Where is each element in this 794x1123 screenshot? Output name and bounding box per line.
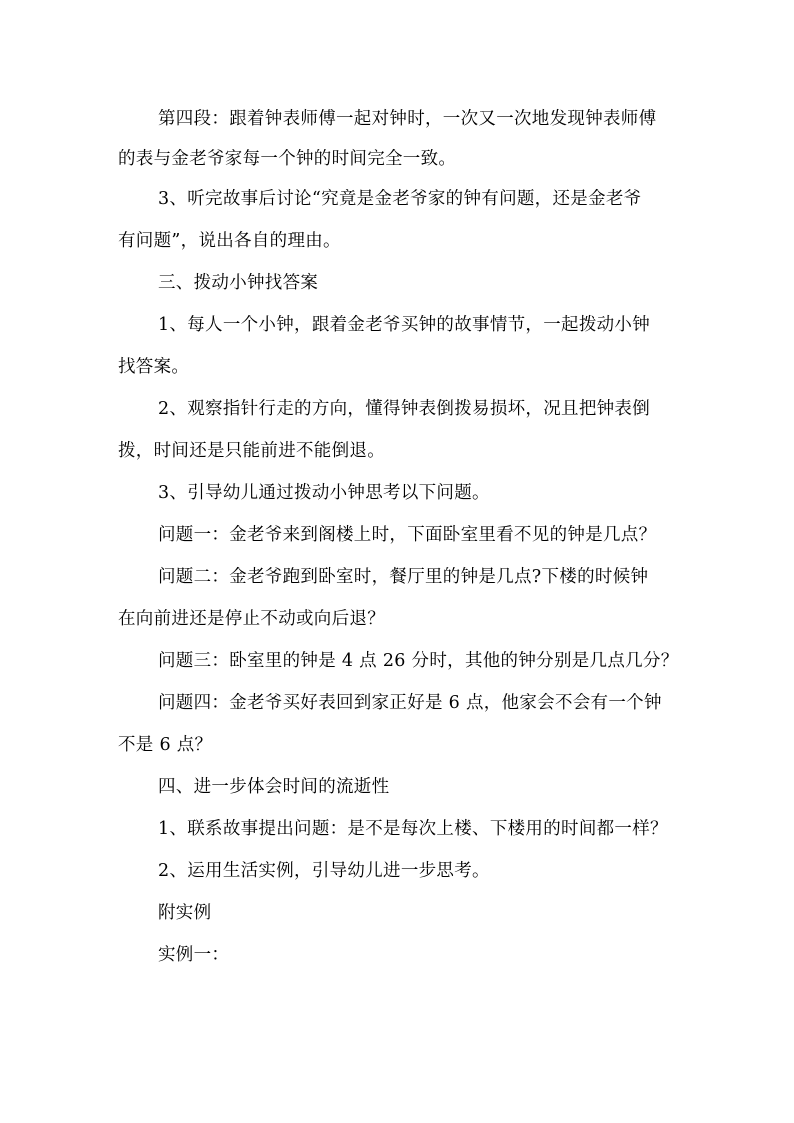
question-line: 不是 6 点？ (118, 735, 213, 755)
paragraph-line: 附实例 (158, 903, 212, 923)
paragraph-line: 1、每人一个小钟，跟着金老爷买钟的故事情节，一起拨动小钟 (158, 315, 651, 335)
paragraph-line: 2、观察指针行走的方向，懂得钟表倒拨易损坏，况且把钟表倒 (158, 399, 651, 419)
paragraph-line: 2、运用生活实例，引导幼儿进一步思考。 (158, 861, 490, 881)
paragraph-line: 3、引导幼儿通过拨动小钟思考以下问题。 (158, 483, 490, 503)
paragraph-line: 拨，时间还是只能前进不能倒退。 (118, 441, 385, 461)
question-line: 问题四：金老爷买好表回到家正好是 6 点，他家会不会有一个钟 (158, 693, 662, 713)
question-line: 问题二：金老爷跑到卧室时，餐厅里的钟是几点?下楼的时候钟 (158, 567, 649, 587)
paragraph-line: 第四段：跟着钟表师傅一起对钟时，一次又一次地发现钟表师傅 (158, 109, 657, 129)
paragraph-line: 有问题”，说出各自的理由。 (118, 231, 341, 251)
paragraph-line: 的表与金老爷家每一个钟的时间完全一致。 (118, 149, 457, 169)
section-heading: 四、进一步体会时间的流逝性 (158, 777, 390, 797)
paragraph-line: 实例一： (158, 945, 230, 965)
section-heading: 三、拨动小钟找答案 (158, 273, 319, 293)
paragraph-line: 1、联系故事提出问题：是不是每次上楼、下楼用的时间都一样？ (158, 819, 668, 839)
question-line: 问题三：卧室里的钟是 4 点 26 分时，其他的钟分别是几点几分？ (158, 651, 679, 671)
question-line: 问题一：金老爷来到阁楼上时，下面卧室里看不见的钟是几点？ (158, 525, 657, 545)
paragraph-line: 找答案。 (118, 357, 190, 377)
question-line: 在向前进还是停止不动或向后退？ (118, 609, 385, 629)
paragraph-line: 3、听完故事后讨论“究竟是金老爷家的钟有问题，还是金老爷 (158, 189, 642, 209)
